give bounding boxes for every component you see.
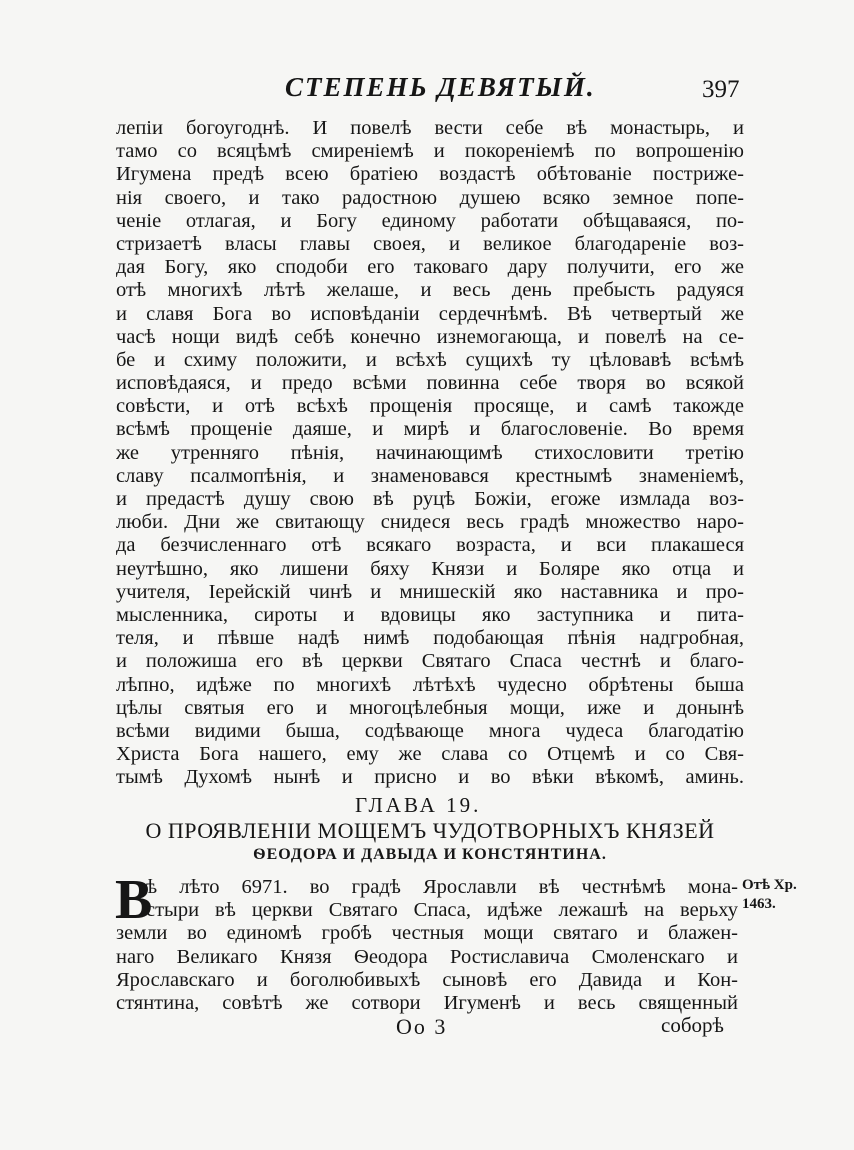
text-line: лепіи богоугоднѣ. И повелѣ вести себе вѣ монастырь, и — [116, 117, 744, 139]
signature-mark: Оо 3 — [396, 1014, 448, 1039]
text-line: часѣ нощи видѣ себѣ конечно изнемогающа, и повелѣ на се- — [116, 325, 744, 348]
text-line: дая Богу, яко сподоби его таковаго дару получити, его же — [116, 256, 744, 279]
text-line: всѣмѣ прощеніе даяше, и мирѣ и благословеніе. Во время — [116, 418, 744, 441]
chapter-label: ГЛАВА 19. — [355, 793, 482, 817]
text-line: Ярославскаго и боголюбивыхѣ сыновѣ его Давида и Кон- — [116, 968, 738, 991]
chapter-subtitle: ѲЕОДОРА И ДАВЫДА И КОНСТЯНТИНА. — [253, 846, 607, 863]
text-line: наго Великаго Князя Ѳеодора Ростиславича Смоленскаго и — [116, 945, 738, 968]
chapter-text-block — [116, 876, 738, 1015]
text-line: да безчисленнаго отѣ всякаго возраста, и вси плакашеся — [116, 534, 744, 557]
text-line: ченіе отлагая, и Богу единому работати обѣщаваяся, по- — [116, 209, 744, 232]
text-line: лѣпно, идѣже по многихѣ лѣтѣхѣ чудесно обрѣтены быша — [116, 673, 744, 696]
text-line: стянтина, совѣтѣ же сотвори Игуменѣ и весь священный — [116, 991, 738, 1014]
text-line: Игумена предѣ всею братіею воздастѣ обѣтованіе постриже- — [116, 163, 744, 186]
text-line: нія своего, и тако радостною душею всяко земное попе- — [116, 186, 744, 209]
text-line: люби. Дни же свитающу снидеся весь градѣ множество наро- — [116, 511, 744, 534]
text-line: неутѣшно, яко лишени бяху Князи и Боляре яко отца и — [116, 557, 744, 580]
chapter-title: О ПРОЯВЛЕНІИ МОЩЕМЪ ЧУДОТВОРНЫХЪ КНЯЗЕЙ — [145, 818, 715, 843]
margin-note-line: Отѣ Хр. — [742, 877, 797, 893]
text-line: ѣ лѣто 6971. во градѣ Ярославли вѣ честнѣмѣ мона- — [146, 876, 738, 898]
text-line: всѣми видими быша, содѣвающе многа чудеса благодатію — [116, 719, 744, 742]
text-line: славу псалмопѣнія, и знаменовався крестнымѣ знаменіемѣ, — [116, 464, 744, 487]
text-line: тымѣ Духомѣ нынѣ и присно и во вѣки вѣкомѣ, аминь. — [116, 766, 744, 789]
text-line: теля, и пѣвше надѣ нимѣ подобающая пѣнія надгробная, — [116, 627, 744, 650]
text-line: бе и схиму положити, и всѣхѣ сущихѣ ту цѣловавѣ всѣмѣ — [116, 348, 744, 371]
text-line: исповѣдаяся, и предо всѣми повинна себе творя во всякой — [116, 372, 744, 395]
text-line: мысленника, сироты и вдовицы яко заступника и пита- — [116, 603, 744, 626]
running-head: СТЕПЕНЬ ДЕВЯТЫЙ. — [285, 72, 596, 102]
text-line: отѣ многихѣ лѣтѣ желаше, и весь день пребысть радуяся — [116, 279, 744, 302]
drop-cap: В — [115, 869, 153, 931]
main-text-block — [116, 117, 744, 789]
margin-note-year: 1463. — [742, 896, 776, 912]
text-line: и положиша его вѣ церкви Святаго Спаса честнѣ и благо- — [116, 650, 744, 673]
text-line: же утренняго пѣнія, начинающимѣ стихословити третію — [116, 441, 744, 464]
text-line: Христа Бога нашего, ему же слава со Отцемѣ и со Свя- — [116, 743, 744, 766]
text-line: совѣсти, и отѣ всѣхѣ прощенія просяще, и самѣ такожде — [116, 395, 744, 418]
text-line: цѣлы святыя его и многоцѣлебныя мощи, иже и донынѣ — [116, 696, 744, 719]
text-line: стыри вѣ церкви Святаго Спаса, идѣже лежашѣ на верьху — [146, 899, 738, 922]
page-number: 397 — [702, 76, 740, 103]
text-line: тамо со всяцѣмѣ смиреніемѣ и покореніемѣ по вопрошенію — [116, 140, 744, 163]
text-line: и славя Бога во исповѣданіи сердечнѣмѣ. Вѣ четвертый же — [116, 302, 744, 325]
text-line: стризаетѣ власы главы своея, и великое благодареніе воз- — [116, 232, 744, 255]
catchword: соборѣ — [661, 1013, 724, 1037]
text-line: учителя, Іерейскій чинѣ и мнишескій яко наставника и про- — [116, 580, 744, 603]
text-line: земли во единомѣ гробѣ честныя мощи святаго и блажен- — [116, 922, 738, 945]
margin-note — [742, 876, 797, 914]
text-line: и предастѣ душу свою вѣ руцѣ Божіи, егоже измлада воз- — [116, 488, 744, 510]
